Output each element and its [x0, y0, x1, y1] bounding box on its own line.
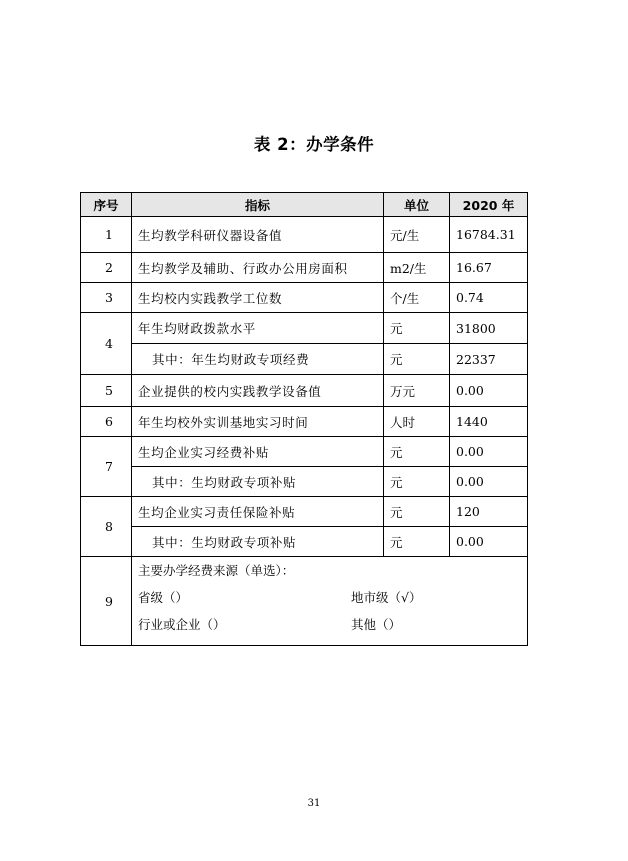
row-indicator: 生均企业实习责任保险补贴: [132, 497, 384, 527]
row-value: 16.67: [450, 253, 528, 283]
row-indicator: 其中：生均财政专项补贴: [132, 467, 384, 497]
row-indicator: 生均教学及辅助、行政办公用房面积: [132, 253, 384, 283]
row-unit: 元: [384, 527, 450, 557]
header-unit: 单位: [384, 193, 450, 217]
row-indicator: 其中：年生均财政专项经费: [132, 344, 384, 375]
table-row: [81, 437, 528, 467]
option-industry: 行业或企业（）: [138, 617, 226, 632]
table-subrow: [81, 527, 528, 557]
table-row: [81, 497, 528, 527]
row-unit: 元: [384, 437, 450, 467]
header-indicator: 指标: [132, 193, 384, 217]
row-seq: 1: [81, 217, 132, 253]
page-number: 31: [307, 798, 321, 809]
option-other: 其他（）: [351, 617, 402, 632]
row-unit: 人时: [384, 407, 450, 437]
row-value: 0.00: [450, 527, 528, 557]
row-value: 0.00: [450, 375, 528, 407]
row-seq: 4: [81, 313, 132, 375]
row-indicator: 年生均财政拨款水平: [132, 313, 384, 344]
table-row: [81, 313, 528, 344]
row-unit: m2/生: [384, 253, 450, 283]
row-unit: 元: [384, 344, 450, 375]
header-row: [81, 193, 528, 217]
row-seq: 8: [81, 497, 132, 557]
row-seq: 3: [81, 283, 132, 313]
table-title: 表 2：办学条件: [253, 135, 375, 154]
row-indicator: 企业提供的校内实践教学设备值: [132, 375, 384, 407]
option-provincial: 省级（）: [138, 590, 189, 605]
row-indicator: 其中：生均财政专项补贴: [132, 527, 384, 557]
table-subrow: [81, 344, 528, 375]
row-seq: 7: [81, 437, 132, 497]
row-value: 22337: [450, 344, 528, 375]
row-indicator: 生均校内实践教学工位数: [132, 283, 384, 313]
table-row: [81, 375, 528, 407]
row-unit: 元: [384, 497, 450, 527]
row-value: 1440: [450, 407, 528, 437]
school-conditions-table: [80, 192, 528, 646]
row-seq: 2: [81, 253, 132, 283]
option-municipal: 地市级（√）: [351, 590, 422, 605]
row-unit: 元: [384, 467, 450, 497]
funding-source-row: [81, 557, 528, 646]
row-seq: 6: [81, 407, 132, 437]
row-value: 0.74: [450, 283, 528, 313]
row-indicator: 生均教学科研仪器设备值: [132, 217, 384, 253]
funding-source-heading: 主要办学经费来源（单选）：: [138, 563, 295, 578]
row-unit: 个/生: [384, 283, 450, 313]
table-row: [81, 407, 528, 437]
row-value: 120: [450, 497, 528, 527]
row-unit: 元/生: [384, 217, 450, 253]
row-indicator: 生均企业实习经费补贴: [132, 437, 384, 467]
table-row: [81, 253, 528, 283]
row-value: 0.00: [450, 467, 528, 497]
row-unit: 元: [384, 313, 450, 344]
table-row: [81, 217, 528, 253]
table-subrow: [81, 467, 528, 497]
header-year: 2020 年: [450, 193, 528, 217]
funding-source-cell: [132, 557, 528, 646]
row-seq: 5: [81, 375, 132, 407]
row-indicator: 年生均校外实训基地实习时间: [132, 407, 384, 437]
table-row: [81, 283, 528, 313]
row-seq: 9: [81, 557, 132, 646]
row-value: 0.00: [450, 437, 528, 467]
row-value: 31800: [450, 313, 528, 344]
row-unit: 万元: [384, 375, 450, 407]
header-seq: 序号: [81, 193, 132, 217]
row-value: 16784.31: [450, 217, 528, 253]
